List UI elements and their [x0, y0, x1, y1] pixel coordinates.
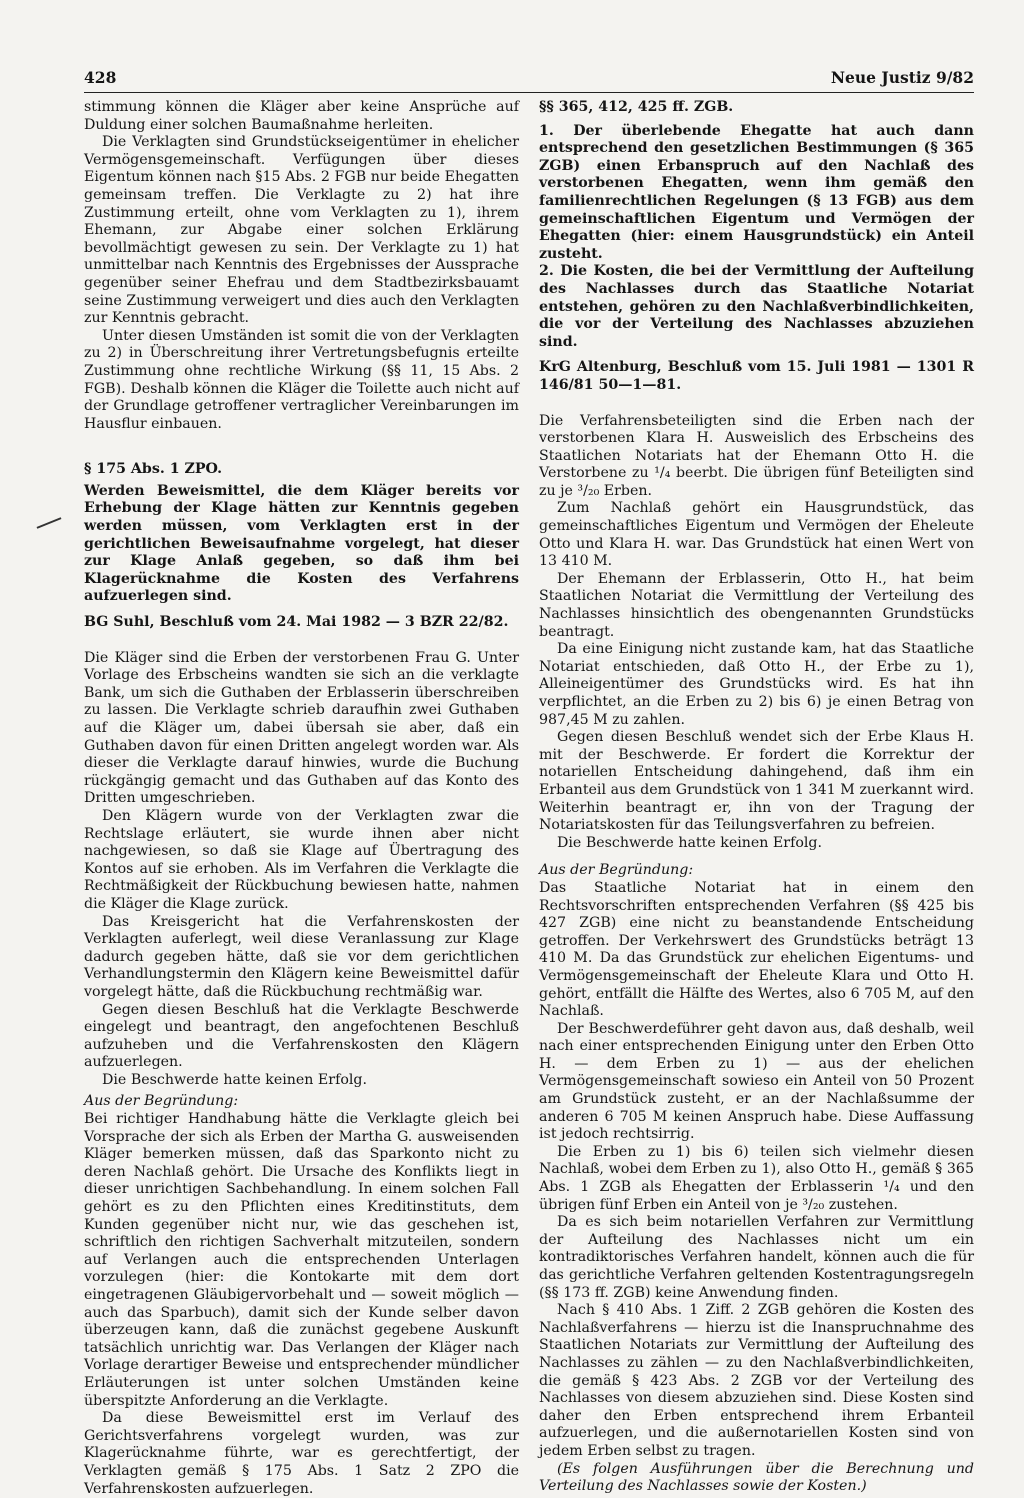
paragraph: Die Verfahrensbeteiligten sind die Erben nach der verstorbenen Klara H. Ausweislich des Erbscheins des Staatlichen Notariats hat der Ehemann Otto H. die Verstorbene zu ¹/₄ beerbt. Die übrigen fünf Beteiligten sind zu je ³/₂₀ Erben.	[539, 412, 974, 499]
journal-issue: Neue Justiz 9/82	[830, 68, 974, 87]
paragraph: Das Staatliche Notariat hat in einem den Rechtsvorschriften entsprechenden Verfahren (§§ 425 bis 427 ZGB) eine nicht zu beanstandende Entscheidung getroffen. Der Verkehrswert des Grundstücks beträgt 13 410 M. Da das Grundstück zur ehelichen Eigentums- und Vermögensgemeinschaft der Eheleute Klara und Otto H. gehört, entfällt die Hälfte des Wertes, also 6 705 M, auf den Nachlaß.	[539, 879, 974, 1020]
spacer	[84, 632, 519, 650]
paragraph: Die Kläger sind die Erben der verstorbenen Frau G. Unter Vorlage des Erbscheins wandten sie sich an die verklagte Bank, um sich die Guthaben der Erblasserin überschreiben zu lassen. Die Verklagte schrieb daraufhin zwei Guthaben auf die Kläger um, dabei übersah sie aber, daß ein Guthaben davon für einen Dritten angelegt worden war. Als dieser die Verklagte darauf hinwies, wurde die Buchung rückgängig gemacht und das Guthaben auf das Konto des Dritten umgeschrieben.	[84, 649, 519, 807]
spacer	[539, 395, 974, 413]
margin-mark	[37, 517, 62, 529]
paragraph: Die Verklagten sind Grundstückseigentümer in ehelicher Vermögensgemeinschaft. Verfügungen über dieses Eigentum können nach §15 Abs. 2 FGB nur beide Ehegatten gemeinsam treffen. Die Verklagte zu 2) hat ihre Zustimmung erteilt, ohne vom Verklagten zu 1), ihrem Ehemann, zur Abgabe einer solchen Erklärung bevollmächtigt gewesen zu sein. Der Verklagte zu 1) hat unmittelbar nach Kenntnis des Ergebnisses der Aussprache gegenüber seiner Ehefrau und dem Stadtbezirksbauamt seine Zustimmung verweigert und dies auch den Verklagten zur Kenntnis gebracht.	[84, 134, 519, 327]
statute-reference: §§ 365, 412, 425 ff. ZGB.	[539, 99, 734, 115]
page-number: 428	[84, 68, 117, 87]
paragraph: Da diese Beweismittel erst im Verlauf des Gerichtsverfahrens vorgelegt wurden, was zur Klagerücknahme führte, war es gerechtfertigt, der Verklagten gemäß § 175 Abs. 1 Satz 2 ZPO die Verfahrenskosten aufzuerlegen.	[84, 1410, 519, 1497]
court-citation: KrG Altenburg, Beschluß vom 15. Juli 1981 — 1301 R 146/81 50—1—81.	[539, 359, 974, 393]
headnote: Werden Beweismittel, die dem Kläger bereits vor Erhebung der Klage hätten zur Kenntnis gegeben werden müssen, vom Verklagten erst in der gerichtlichen Beweisaufnahme vorgelegt, hat dieser zur Klage Anlaß gegeben, so daß ihm bei Klagerücknahme die Kosten des Verfahrens aufzuerlegen sind.	[84, 482, 519, 605]
statute-reference: § 175 Abs. 1 ZPO.	[84, 461, 223, 478]
subheading: Aus der Begründung:	[539, 862, 694, 879]
left-column	[84, 99, 519, 1498]
subheading: Aus der Begründung:	[84, 1093, 239, 1110]
right-column	[539, 99, 974, 1496]
paragraph: Das Kreisgericht hat die Verfahrenskosten der Verklagten auferlegt, weil diese Veranlassung zur Klage dadurch gegeben hätte, daß sie vor dem gerichtlichen Verhandlungstermin den Klägern keine Beweismittel dafür vorgelegt hätte, daß die Rückbuchung rechtmäßig war.	[84, 913, 519, 1000]
paragraph: Der Beschwerdeführer geht davon aus, daß deshalb, weil nach einer entsprechenden Einigung unter den Erben Otto H. — dem Erben zu 1) — aus der ehelichen Vermögensgemeinschaft sowieso ein Anteil von 50 Prozent am Grundstück zusteht, er an der Nachlaßsumme der anderen 6 705 M keinen Anspruch habe. Diese Auffassung ist jedoch rechtsirrig.	[539, 1020, 974, 1143]
paragraph: Die Erben zu 1) bis 6) teilen sich vielmehr diesen Nachlaß, wobei dem Erben zu 1), also Otto H., gemäß § 365 Abs. 1 ZGB als Ehegatten der Erblasserin ¹/₄ und den übrigen fünf Erben ein Anteil von je ³/₂₀ zustehen.	[539, 1143, 974, 1213]
paragraph: Bei richtiger Handhabung hätte die Verklagte gleich bei Vorsprache der sich als Erben der Martha G. ausweisenden Kläger bemerken müssen, daß das Sparkonto nicht zu deren Nachlaß gehört. Die Ursache des Konflikts liegt in dieser unrichtigen Sachbehandlung. In einem solchen Fall gehört es zu den Pflichten eines Kreditinstituts, dem Kunden gegenüber nicht nur, wie das geschehen ist, schriftlich den richtigen Sachverhalt mitzuteilen, sondern auf Verlangen auch die entsprechenden Unterlagen vorzulegen (hier: die Kontokarte mit dem dort eingetragenen Gläubigervorbehalt und — soweit möglich — auch das Sparbuch), damit sich der Kunde selber davon überzeugen kann, daß die zunächst gegebene Auskunft tatsächlich unrichtig war. Das Verlangen der Kläger nach Vorlage derartiger Beweise und entsprechender mündlicher Erläuterungen ist unter solchen Umständen keine überspitzte Anforderung an die Verklagte.	[84, 1111, 519, 1409]
paragraph: Unter diesen Umständen ist somit die von der Verklagten zu 2) in Überschreitung ihrer Vertretungsbefugnis erteilte Zustimmung ohne rechtliche Wirkung (§§ 11, 15 Abs. 2 FGB). Deshalb können die Kläger die Toilette auch nicht auf der Grundlage getroffener vertraglicher Vereinbarungen im Hausflur einbauen.	[84, 327, 519, 432]
paragraph: Da es sich beim notariellen Verfahren zur Vermittlung der Aufteilung des Nachlasses nicht um ein kontradiktorisches Verfahren handelt, können auch die für das gerichtliche Verfahren geltenden Kostentragungsregeln (§§ 173 ff. ZGB) keine Anwendung finden.	[539, 1214, 974, 1301]
paragraph: Gegen diesen Beschluß wendet sich der Erbe Klaus H. mit der Beschwerde. Er fordert die Korrektur der notariellen Entscheidung dahingehend, daß ihm ein Erbanteil aus dem Grundstück von 1 341 M zuerkannt wird. Weiterhin beantragt er, ihn von der Tragung der Notariatskosten für das Teilungsverfahren zu befreien.	[539, 729, 974, 834]
paragraph: stimmung können die Kläger aber keine Ansprüche auf Duldung einer solchen Baumaßnahme herleiten.	[84, 99, 519, 133]
paragraph: Die Beschwerde hatte keinen Erfolg.	[102, 1071, 367, 1088]
closing-note: (Es folgen Ausführungen über die Berechnung und Verteilung des Nachlasses sowie der Kosten.)	[539, 1460, 974, 1495]
paragraph: Der Ehemann der Erblasserin, Otto H., hat beim Staatlichen Notariat die Vermittlung der Verteilung des Nachlasses hinsichtlich des obengenannten Grundstücks beantragt.	[539, 570, 974, 640]
paragraph: Den Klägern wurde von der Verklagten zwar die Rechtslage erläutert, sie wurde ihnen aber nicht nachgewiesen, so daß sie Klage auf Übertragung des Kontos auf sie erhoben. Als im Verfahren die Verklagte die Rechtmäßigkeit der Rückbuchung bewiesen hatte, nahmen die Kläger die Klage zurück.	[84, 807, 519, 912]
paragraph: Zum Nachlaß gehört ein Hausgrundstück, das gemeinschaftliches Eigentum und Vermögen der Eheleute Otto und Klara H. war. Das Grundstück hat einen Wert von 13 410 M.	[539, 500, 974, 570]
paragraph: Gegen diesen Beschluß hat die Verklagte Beschwerde eingelegt und beantragt, den angefochtenen Beschluß aufzuheben und die Verfahrenskosten den Klägern aufzuerlegen.	[84, 1001, 519, 1071]
paragraph: Nach § 410 Abs. 1 Ziff. 2 ZGB gehören die Kosten des Nachlaßverfahrens — hierzu ist die Inanspruchnahme des Staatlichen Notariats zur Vermittlung der Aufteilung des Nachlasses zu zählen — zu den Nachlaßverbindlichkeiten, die gemäß § 423 Abs. 2 ZGB vor der Verteilung des Nachlasses von diesem abzuziehen sind. Diese Kosten sind daher den Erben entsprechend ihrem Erbanteil aufzuerlegen, und die außernotariellen Kosten sind von jedem Erben selbst zu tragen.	[539, 1302, 974, 1459]
spacer	[84, 433, 519, 461]
paragraph: Die Beschwerde hatte keinen Erfolg.	[557, 834, 822, 851]
headnote-1: 1. Der überlebende Ehegatte hat auch dann entsprechend den gesetzlichen Bestimmungen (§ 365 ZGB) einen Erbanspruch auf den Nachlaß des verstorbenen Ehegatten, wenn ihm gemäß den familienrechtlichen Regelungen (§ 13 FGB) aus dem gemeinschaftlichen Eigentum und Vermögen der Ehegatten (hier: einem Hausgrundstück) ein Anteil zusteht.	[539, 122, 974, 262]
headnote-2: 2. Die Kosten, die bei der Vermittlung der Aufteilung des Nachlasses durch das Staatliche Notariat entstehen, gehören zu den Nachlaßverbindlichkeiten, die vor der Verteilung des Nachlasses abzuziehen sind.	[539, 263, 974, 350]
court-citation: BG Suhl, Beschluß vom 24. Mai 1982 — 3 BZR 22/82.	[84, 614, 509, 631]
paragraph: Da eine Einigung nicht zustande kam, hat das Staatliche Notariat entschieden, daß Otto H., der Erbe zu 1), Alleineigentümer des Grundstücks wird. Es hat ihn verpflichtet, an die Erben zu 2) bis 6) je einen Betrag von 987,45 M zu zahlen.	[539, 641, 974, 728]
page-header	[84, 66, 974, 93]
